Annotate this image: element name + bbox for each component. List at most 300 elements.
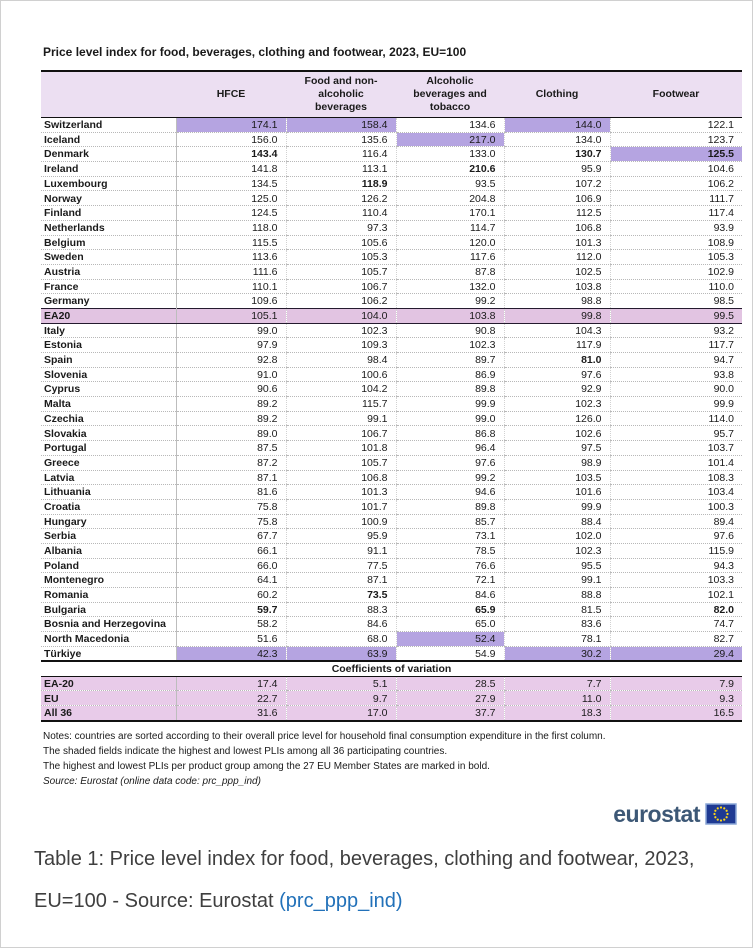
- value-cell: 5.1: [286, 676, 396, 691]
- table-row: [41, 529, 742, 544]
- value-cell: 18.3: [504, 706, 610, 721]
- table-row: [41, 499, 742, 514]
- value-cell: 100.6: [286, 367, 396, 382]
- value-cell: 87.1: [176, 470, 286, 485]
- country-cell: Slovakia: [41, 426, 176, 441]
- value-cell: 90.8: [396, 323, 504, 338]
- country-cell: Romania: [41, 588, 176, 603]
- value-cell: 123.7: [610, 132, 742, 147]
- column-header-alcohol-tobacco: Alcoholic beverages and tobacco: [396, 71, 504, 118]
- value-cell: 90.6: [176, 382, 286, 397]
- country-cell: Slovenia: [41, 367, 176, 382]
- table-row: [41, 338, 742, 353]
- value-cell: 109.6: [176, 294, 286, 309]
- value-cell: 89.2: [176, 397, 286, 412]
- table-row: [41, 264, 742, 279]
- value-cell: 106.2: [610, 176, 742, 191]
- table-row: [41, 514, 742, 529]
- value-cell: 93.2: [610, 323, 742, 338]
- value-cell: 103.4: [610, 485, 742, 500]
- value-cell: 124.5: [176, 206, 286, 221]
- value-cell: 37.7: [396, 706, 504, 721]
- value-cell: 64.1: [176, 573, 286, 588]
- value-cell: 97.9: [176, 338, 286, 353]
- note-line: The shaded fields indicate the highest and lowest PLIs among all 36 participating countries.: [43, 745, 448, 757]
- value-cell: 97.5: [504, 441, 610, 456]
- value-cell: 99.1: [286, 411, 396, 426]
- value-cell: 54.9: [396, 646, 504, 661]
- country-cell: Czechia: [41, 411, 176, 426]
- country-cell: Norway: [41, 191, 176, 206]
- value-cell: 114.7: [396, 220, 504, 235]
- value-cell: 7.9: [610, 676, 742, 691]
- value-cell: 90.0: [610, 382, 742, 397]
- value-cell: 134.5: [176, 176, 286, 191]
- value-cell: 86.8: [396, 426, 504, 441]
- value-cell: 100.3: [610, 499, 742, 514]
- value-cell: 99.1: [504, 573, 610, 588]
- value-cell: 75.8: [176, 514, 286, 529]
- value-cell: 102.6: [504, 426, 610, 441]
- value-cell: 89.8: [396, 382, 504, 397]
- value-cell: 110.1: [176, 279, 286, 294]
- table-row: [41, 558, 742, 573]
- value-cell: 105.3: [610, 250, 742, 265]
- table-row: [41, 382, 742, 397]
- country-cell: Bosnia and Herzegovina: [41, 617, 176, 632]
- value-cell: 101.6: [504, 485, 610, 500]
- table-row: [41, 279, 742, 294]
- table-row: [41, 397, 742, 412]
- value-cell: 66.1: [176, 543, 286, 558]
- country-cell: Bulgaria: [41, 602, 176, 617]
- value-cell: 158.4: [286, 118, 396, 133]
- value-cell: 85.7: [396, 514, 504, 529]
- coefficient-label-cell: EU: [41, 691, 176, 706]
- value-cell: 88.4: [504, 514, 610, 529]
- value-cell: 105.6: [286, 235, 396, 250]
- value-cell: 102.3: [396, 338, 504, 353]
- value-cell: 106.2: [286, 294, 396, 309]
- table-title: Price level index for food, beverages, clothing and footwear, 2023, EU=100: [43, 45, 467, 59]
- value-cell: 103.8: [396, 308, 504, 323]
- value-cell: 99.9: [396, 397, 504, 412]
- value-cell: 106.8: [504, 220, 610, 235]
- value-cell: 83.6: [504, 617, 610, 632]
- value-cell: 98.5: [610, 294, 742, 309]
- value-cell: 118.9: [286, 176, 396, 191]
- country-cell: France: [41, 279, 176, 294]
- value-cell: 99.9: [504, 499, 610, 514]
- table-row: [41, 426, 742, 441]
- dataset-link[interactable]: (prc_ppp_ind): [279, 889, 403, 912]
- country-cell: Lithuania: [41, 485, 176, 500]
- value-cell: 63.9: [286, 646, 396, 661]
- value-cell: 115.9: [610, 543, 742, 558]
- value-cell: 97.6: [396, 455, 504, 470]
- value-cell: 133.0: [396, 147, 504, 162]
- value-cell: 104.3: [504, 323, 610, 338]
- country-cell: Latvia: [41, 470, 176, 485]
- country-cell: North Macedonia: [41, 632, 176, 647]
- value-cell: 7.7: [504, 676, 610, 691]
- country-cell: Ireland: [41, 162, 176, 177]
- value-cell: 105.7: [286, 455, 396, 470]
- country-cell: Netherlands: [41, 220, 176, 235]
- value-cell: 66.0: [176, 558, 286, 573]
- value-cell: 98.8: [504, 294, 610, 309]
- table-row: [41, 220, 742, 235]
- value-cell: 126.0: [504, 411, 610, 426]
- value-cell: 76.6: [396, 558, 504, 573]
- value-cell: 29.4: [610, 646, 742, 661]
- value-cell: 81.0: [504, 353, 610, 368]
- value-cell: 105.1: [176, 308, 286, 323]
- value-cell: 120.0: [396, 235, 504, 250]
- value-cell: 122.1: [610, 118, 742, 133]
- value-cell: 104.0: [286, 308, 396, 323]
- note-source: Source: Eurostat (online data code: prc_ppp_ind): [43, 775, 261, 787]
- value-cell: 125.0: [176, 191, 286, 206]
- country-cell: EA20: [41, 308, 176, 323]
- value-cell: 112.5: [504, 206, 610, 221]
- country-cell: Iceland: [41, 132, 176, 147]
- value-cell: 87.2: [176, 455, 286, 470]
- table-row: [41, 132, 742, 147]
- table-row: [41, 543, 742, 558]
- value-cell: 94.7: [610, 353, 742, 368]
- figure-caption: [34, 838, 734, 922]
- country-cell: Cyprus: [41, 382, 176, 397]
- value-cell: 102.9: [610, 264, 742, 279]
- eu-flag-icon: [705, 803, 737, 825]
- value-cell: 92.8: [176, 353, 286, 368]
- value-cell: 65.0: [396, 617, 504, 632]
- value-cell: 105.3: [286, 250, 396, 265]
- value-cell: 112.0: [504, 250, 610, 265]
- value-cell: 141.8: [176, 162, 286, 177]
- value-cell: 110.4: [286, 206, 396, 221]
- value-cell: 125.5: [610, 147, 742, 162]
- value-cell: 87.1: [286, 573, 396, 588]
- value-cell: 117.7: [610, 338, 742, 353]
- table-row: [41, 176, 742, 191]
- value-cell: 103.3: [610, 573, 742, 588]
- value-cell: 105.7: [286, 264, 396, 279]
- value-cell: 99.5: [610, 308, 742, 323]
- coefficients-section: [41, 661, 742, 720]
- value-cell: 134.6: [396, 118, 504, 133]
- country-cell: Sweden: [41, 250, 176, 265]
- table-row: [41, 118, 742, 133]
- table-row: [41, 294, 742, 309]
- value-cell: 117.6: [396, 250, 504, 265]
- value-cell: 82.0: [610, 602, 742, 617]
- value-cell: 104.2: [286, 382, 396, 397]
- value-cell: 99.8: [504, 308, 610, 323]
- value-cell: 91.1: [286, 543, 396, 558]
- value-cell: 101.8: [286, 441, 396, 456]
- value-cell: 95.9: [504, 162, 610, 177]
- table-row: [41, 573, 742, 588]
- country-cell: Denmark: [41, 147, 176, 162]
- value-cell: 99.0: [396, 411, 504, 426]
- value-cell: 102.5: [504, 264, 610, 279]
- value-cell: 30.2: [504, 646, 610, 661]
- value-cell: 108.9: [610, 235, 742, 250]
- table-row: [41, 602, 742, 617]
- table-row: [41, 485, 742, 500]
- value-cell: 117.4: [610, 206, 742, 221]
- value-cell: 132.0: [396, 279, 504, 294]
- country-cell: Finland: [41, 206, 176, 221]
- value-cell: 60.2: [176, 588, 286, 603]
- value-cell: 102.3: [286, 323, 396, 338]
- value-cell: 9.3: [610, 691, 742, 706]
- table-row-aggregate: [41, 308, 742, 323]
- value-cell: 95.5: [504, 558, 610, 573]
- value-cell: 114.0: [610, 411, 742, 426]
- notes: [43, 729, 752, 789]
- value-cell: 96.4: [396, 441, 504, 456]
- value-cell: 102.0: [504, 529, 610, 544]
- coefficient-row: [41, 706, 742, 721]
- value-cell: 102.3: [504, 543, 610, 558]
- column-header-food: Food and non-alcoholic beverages: [286, 71, 396, 118]
- value-cell: 86.9: [396, 367, 504, 382]
- country-rows: [41, 118, 742, 662]
- value-cell: 94.6: [396, 485, 504, 500]
- country-cell: Italy: [41, 323, 176, 338]
- value-cell: 78.1: [504, 632, 610, 647]
- column-header-footwear: Footwear: [610, 71, 742, 118]
- value-cell: 117.9: [504, 338, 610, 353]
- value-cell: 109.3: [286, 338, 396, 353]
- caption-text: Table 1: Price level index for food, beverages, clothing and footwear, 2023, EU=100 - Source: Eurostat: [34, 847, 695, 912]
- table-row: [41, 411, 742, 426]
- table-row: [41, 632, 742, 647]
- value-cell: 95.7: [610, 426, 742, 441]
- table-row: [41, 367, 742, 382]
- value-cell: 59.7: [176, 602, 286, 617]
- value-cell: 101.3: [504, 235, 610, 250]
- value-cell: 99.2: [396, 470, 504, 485]
- coefficients-label-row: [41, 661, 742, 676]
- value-cell: 99.0: [176, 323, 286, 338]
- value-cell: 102.3: [504, 397, 610, 412]
- country-cell: Malta: [41, 397, 176, 412]
- value-cell: 89.0: [176, 426, 286, 441]
- table-row: [41, 470, 742, 485]
- value-cell: 135.6: [286, 132, 396, 147]
- value-cell: 170.1: [396, 206, 504, 221]
- value-cell: 126.2: [286, 191, 396, 206]
- column-header-hfce: HFCE: [176, 71, 286, 118]
- eurostat-logo: [1, 802, 737, 826]
- value-cell: 78.5: [396, 543, 504, 558]
- value-cell: 115.5: [176, 235, 286, 250]
- value-cell: 98.9: [504, 455, 610, 470]
- country-cell: Germany: [41, 294, 176, 309]
- table-row: [41, 235, 742, 250]
- value-cell: 106.7: [286, 426, 396, 441]
- value-cell: 74.7: [610, 617, 742, 632]
- table-row: [41, 191, 742, 206]
- value-cell: 116.4: [286, 147, 396, 162]
- country-cell: Belgium: [41, 235, 176, 250]
- table-row: [41, 588, 742, 603]
- coefficients-label: Coefficients of variation: [41, 661, 742, 676]
- value-cell: 94.3: [610, 558, 742, 573]
- value-cell: 99.2: [396, 294, 504, 309]
- value-cell: 27.9: [396, 691, 504, 706]
- country-cell: Spain: [41, 353, 176, 368]
- value-cell: 103.5: [504, 470, 610, 485]
- header-row: [41, 71, 742, 118]
- value-cell: 134.0: [504, 132, 610, 147]
- value-cell: 89.7: [396, 353, 504, 368]
- column-header-clothing: Clothing: [504, 71, 610, 118]
- value-cell: 89.2: [176, 411, 286, 426]
- value-cell: 204.8: [396, 191, 504, 206]
- column-header-country: [41, 71, 176, 118]
- value-cell: 144.0: [504, 118, 610, 133]
- value-cell: 81.6: [176, 485, 286, 500]
- value-cell: 118.0: [176, 220, 286, 235]
- value-cell: 73.1: [396, 529, 504, 544]
- value-cell: 88.3: [286, 602, 396, 617]
- value-cell: 92.9: [504, 382, 610, 397]
- value-cell: 58.2: [176, 617, 286, 632]
- country-cell: Luxembourg: [41, 176, 176, 191]
- country-cell: Austria: [41, 264, 176, 279]
- value-cell: 97.3: [286, 220, 396, 235]
- value-cell: 93.5: [396, 176, 504, 191]
- value-cell: 106.9: [504, 191, 610, 206]
- value-cell: 130.7: [504, 147, 610, 162]
- value-cell: 88.8: [504, 588, 610, 603]
- value-cell: 82.7: [610, 632, 742, 647]
- country-cell: Estonia: [41, 338, 176, 353]
- value-cell: 9.7: [286, 691, 396, 706]
- value-cell: 42.3: [176, 646, 286, 661]
- country-cell: Montenegro: [41, 573, 176, 588]
- value-cell: 106.8: [286, 470, 396, 485]
- value-cell: 67.7: [176, 529, 286, 544]
- table-row: [41, 646, 742, 661]
- value-cell: 65.9: [396, 602, 504, 617]
- coefficient-row: [41, 676, 742, 691]
- value-cell: 99.9: [610, 397, 742, 412]
- value-cell: 77.5: [286, 558, 396, 573]
- coefficient-row: [41, 691, 742, 706]
- country-cell: Switzerland: [41, 118, 176, 133]
- value-cell: 217.0: [396, 132, 504, 147]
- table-row: [41, 455, 742, 470]
- table-header: [41, 71, 742, 118]
- value-cell: 91.0: [176, 367, 286, 382]
- price-level-index-table: [41, 70, 742, 722]
- value-cell: 97.6: [610, 529, 742, 544]
- value-cell: 97.6: [504, 367, 610, 382]
- table-row: [41, 353, 742, 368]
- value-cell: 106.7: [286, 279, 396, 294]
- table-row: [41, 323, 742, 338]
- value-cell: 84.6: [286, 617, 396, 632]
- value-cell: 84.6: [396, 588, 504, 603]
- value-cell: 111.7: [610, 191, 742, 206]
- value-cell: 28.5: [396, 676, 504, 691]
- country-cell: Hungary: [41, 514, 176, 529]
- value-cell: 104.6: [610, 162, 742, 177]
- value-cell: 111.6: [176, 264, 286, 279]
- country-cell: Croatia: [41, 499, 176, 514]
- value-cell: 102.1: [610, 588, 742, 603]
- value-cell: 143.4: [176, 147, 286, 162]
- value-cell: 17.4: [176, 676, 286, 691]
- country-cell: Portugal: [41, 441, 176, 456]
- value-cell: 51.6: [176, 632, 286, 647]
- value-cell: 17.0: [286, 706, 396, 721]
- value-cell: 115.7: [286, 397, 396, 412]
- value-cell: 101.4: [610, 455, 742, 470]
- value-cell: 103.8: [504, 279, 610, 294]
- note-line: Notes: countries are sorted according to their overall price level for household final consumption expenditure in the first column.: [43, 730, 606, 742]
- value-cell: 81.5: [504, 602, 610, 617]
- value-cell: 108.3: [610, 470, 742, 485]
- value-cell: 16.5: [610, 706, 742, 721]
- value-cell: 31.6: [176, 706, 286, 721]
- value-cell: 98.4: [286, 353, 396, 368]
- value-cell: 113.1: [286, 162, 396, 177]
- value-cell: 210.6: [396, 162, 504, 177]
- value-cell: 72.1: [396, 573, 504, 588]
- value-cell: 156.0: [176, 132, 286, 147]
- value-cell: 73.5: [286, 588, 396, 603]
- value-cell: 101.3: [286, 485, 396, 500]
- table-row: [41, 441, 742, 456]
- note-line: The highest and lowest PLIs per product group among the 27 EU Member States are marked in bold.: [43, 760, 490, 772]
- value-cell: 113.6: [176, 250, 286, 265]
- table-row: [41, 162, 742, 177]
- coefficient-label-cell: All 36: [41, 706, 176, 721]
- value-cell: 107.2: [504, 176, 610, 191]
- value-cell: 52.4: [396, 632, 504, 647]
- value-cell: 100.9: [286, 514, 396, 529]
- table-row: [41, 206, 742, 221]
- value-cell: 103.7: [610, 441, 742, 456]
- value-cell: 93.9: [610, 220, 742, 235]
- country-cell: Albania: [41, 543, 176, 558]
- country-cell: Poland: [41, 558, 176, 573]
- table-row: [41, 617, 742, 632]
- value-cell: 89.8: [396, 499, 504, 514]
- country-cell: Serbia: [41, 529, 176, 544]
- country-cell: Greece: [41, 455, 176, 470]
- value-cell: 11.0: [504, 691, 610, 706]
- value-cell: 174.1: [176, 118, 286, 133]
- value-cell: 101.7: [286, 499, 396, 514]
- country-cell: Türkiye: [41, 646, 176, 661]
- coefficient-label-cell: EA-20: [41, 676, 176, 691]
- eurostat-logo-text: eurostat: [613, 800, 700, 827]
- value-cell: 89.4: [610, 514, 742, 529]
- table-row: [41, 250, 742, 265]
- value-cell: 110.0: [610, 279, 742, 294]
- value-cell: 75.8: [176, 499, 286, 514]
- value-cell: 93.8: [610, 367, 742, 382]
- value-cell: 87.8: [396, 264, 504, 279]
